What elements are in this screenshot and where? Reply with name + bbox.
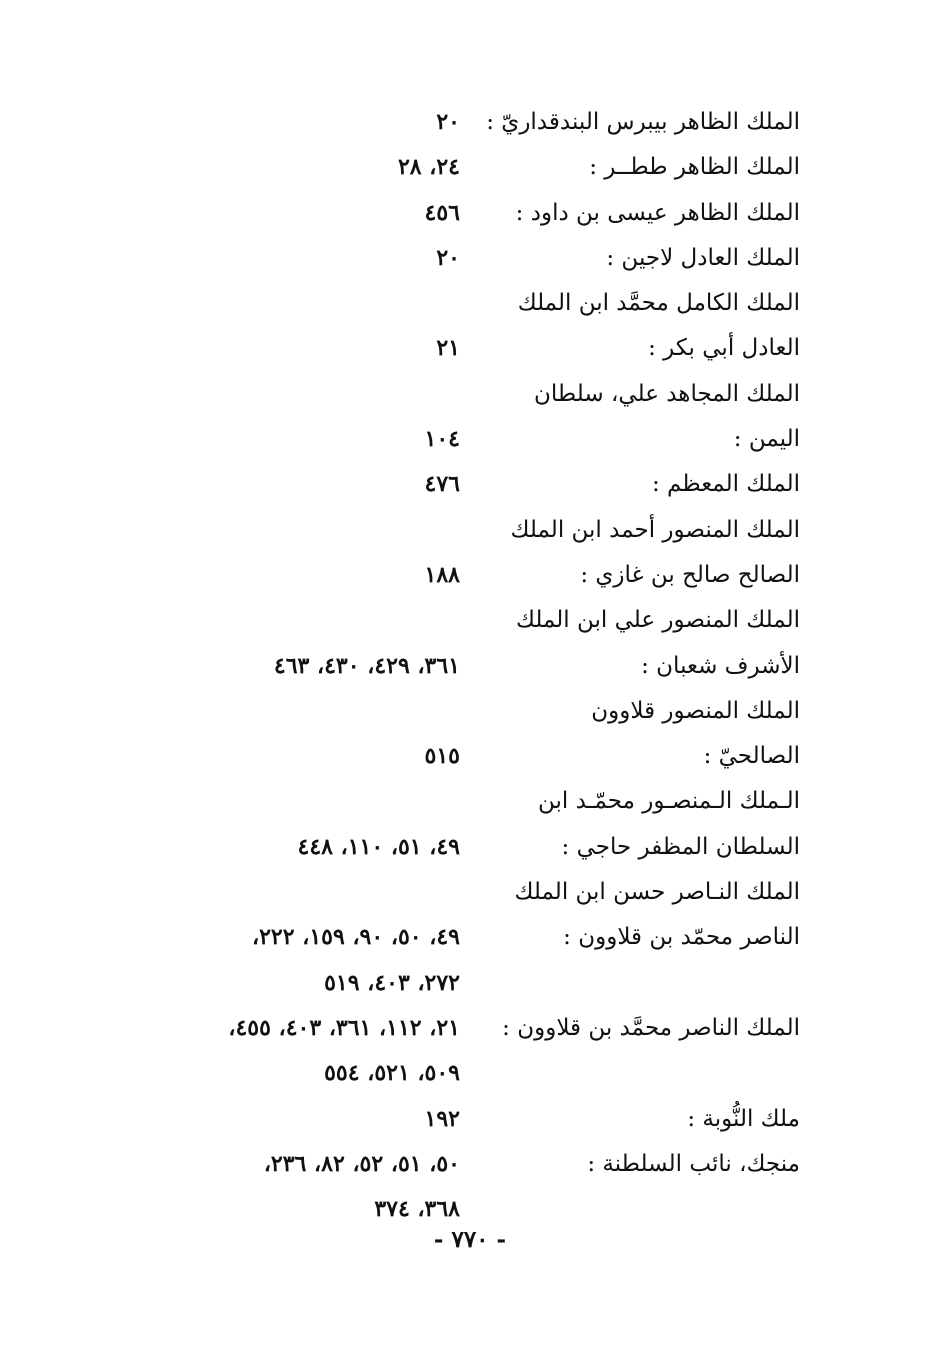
index-entry [138,372,800,417]
entry-page-refs [138,236,460,281]
entry-page-refs [138,326,460,371]
entry-page-refs [138,1097,460,1142]
entry-page-refs [138,553,460,598]
page-refs-line: ٤٥٦ [424,199,460,226]
entry-name: الملك المعظم : [651,471,800,498]
entry-name: الملك الظاهر عيسى بن داود : [515,199,800,226]
page-refs-line: ١٨٨ [424,561,460,588]
index-entry [138,870,800,915]
entry-name: منجك، نائب السلطنة : [587,1150,800,1177]
entry-page-refs [138,1142,460,1233]
index-entry [138,825,800,870]
entry-name: العادل أبي بكر : [648,335,800,362]
entry-page-refs [138,915,460,1006]
entry-name: السلطان المظفر حاجي : [561,833,800,860]
index-entry [138,734,800,779]
entry-name: الملك الناصر محمَّد بن قلاوون : [502,1014,800,1041]
index-list [138,100,800,1232]
index-entry [138,644,800,689]
entry-name: الناصر محمّد بن قلاوون : [563,924,800,951]
page-refs-line: ٥٠٩، ٥٢١، ٥٥٤ [324,1060,460,1087]
page-refs-line: ٥١٥ [424,743,460,770]
entry-page-refs [138,644,460,689]
page-refs-line: ٢٠ [436,109,460,135]
entry-name: الـملك الـمنصـور محمّـد ابن [538,788,800,815]
entry-page-refs [138,462,460,507]
entry-page-refs [138,734,460,779]
page-refs-line: ١٩٢ [424,1105,460,1132]
index-entry [138,779,800,824]
page-refs-line: ٤٩، ٥٠، ٩٠، ١٥٩، ٢٢٢، [252,924,460,951]
page-refs-line: ٤٧٦ [424,471,460,498]
entry-name: الملك النـاصر حسن ابن الملك [514,879,800,906]
entry-page-refs [138,1006,460,1097]
index-entry [138,1097,800,1142]
index-entry [138,1006,800,1097]
entry-name: الصالح صالح بن غازي : [580,561,800,588]
entry-page-refs [138,825,460,870]
page-refs-line: ٣٦١، ٤٢٩، ٤٣٠، ٤٦٣ [273,652,460,679]
page-number: - ٧٧٠ - [433,1226,507,1253]
entry-page-refs [138,417,460,462]
page-refs-line: ٥٠، ٥١، ٥٢، ٨٢، ٢٣٦، [263,1150,460,1177]
index-entry [138,417,800,462]
entry-name: الأشرف شعبان : [641,652,800,679]
page-refs-line: ٢١، ١١٢، ٣٦١، ٤٠٣، ٤٥٥، [228,1014,460,1041]
entry-name: الملك المجاهد علي، سلطان [534,380,800,407]
entry-name: الملك العادل لاجين : [606,244,800,271]
entry-name: اليمن : [733,426,800,453]
index-entry [138,191,800,236]
page-refs-line: ١٠٤ [424,426,460,453]
entry-name: الصالحيّ : [703,743,800,770]
page-refs-line: ٤٩، ٥١، ١١٠، ٤٤٨ [297,833,460,860]
entry-name: الملك المنصور قلاوون [591,697,800,724]
index-entry [138,100,800,145]
index-entry [138,281,800,326]
index-entry [138,598,800,643]
index-entry [138,915,800,1006]
index-entry [138,236,800,281]
entry-name: الملك الظاهر ططــر : [589,154,800,181]
index-entry [138,1142,800,1233]
entry-name: الملك المنصور أحمد ابن الملك [510,516,800,543]
page-refs-line: ٢٤، ٢٨ [397,154,460,181]
entry-name: الملك المنصور علي ابن الملك [515,607,800,634]
page-refs-line: ٢٧٢، ٤٠٣، ٥١٩ [324,969,460,996]
page-refs-line: ٣٦٨، ٣٧٤ [374,1196,460,1223]
entry-page-refs [138,145,460,190]
entry-name: الملك الظاهر بيبرس البندقداريّ : [486,109,800,135]
index-entry [138,553,800,598]
page-refs-line: ٢٠ [436,244,460,271]
page-refs-line: ٢١ [436,335,460,362]
index-entry [138,508,800,553]
index-entry [138,326,800,371]
index-entry [138,462,800,507]
entry-name: الملك الكامل محمَّد ابن الملك [517,290,800,317]
entry-name: ملك النُّوبة : [687,1105,800,1132]
entry-page-refs [138,191,460,236]
index-entry [138,689,800,734]
entry-page-refs [138,100,460,145]
index-entry [138,145,800,190]
